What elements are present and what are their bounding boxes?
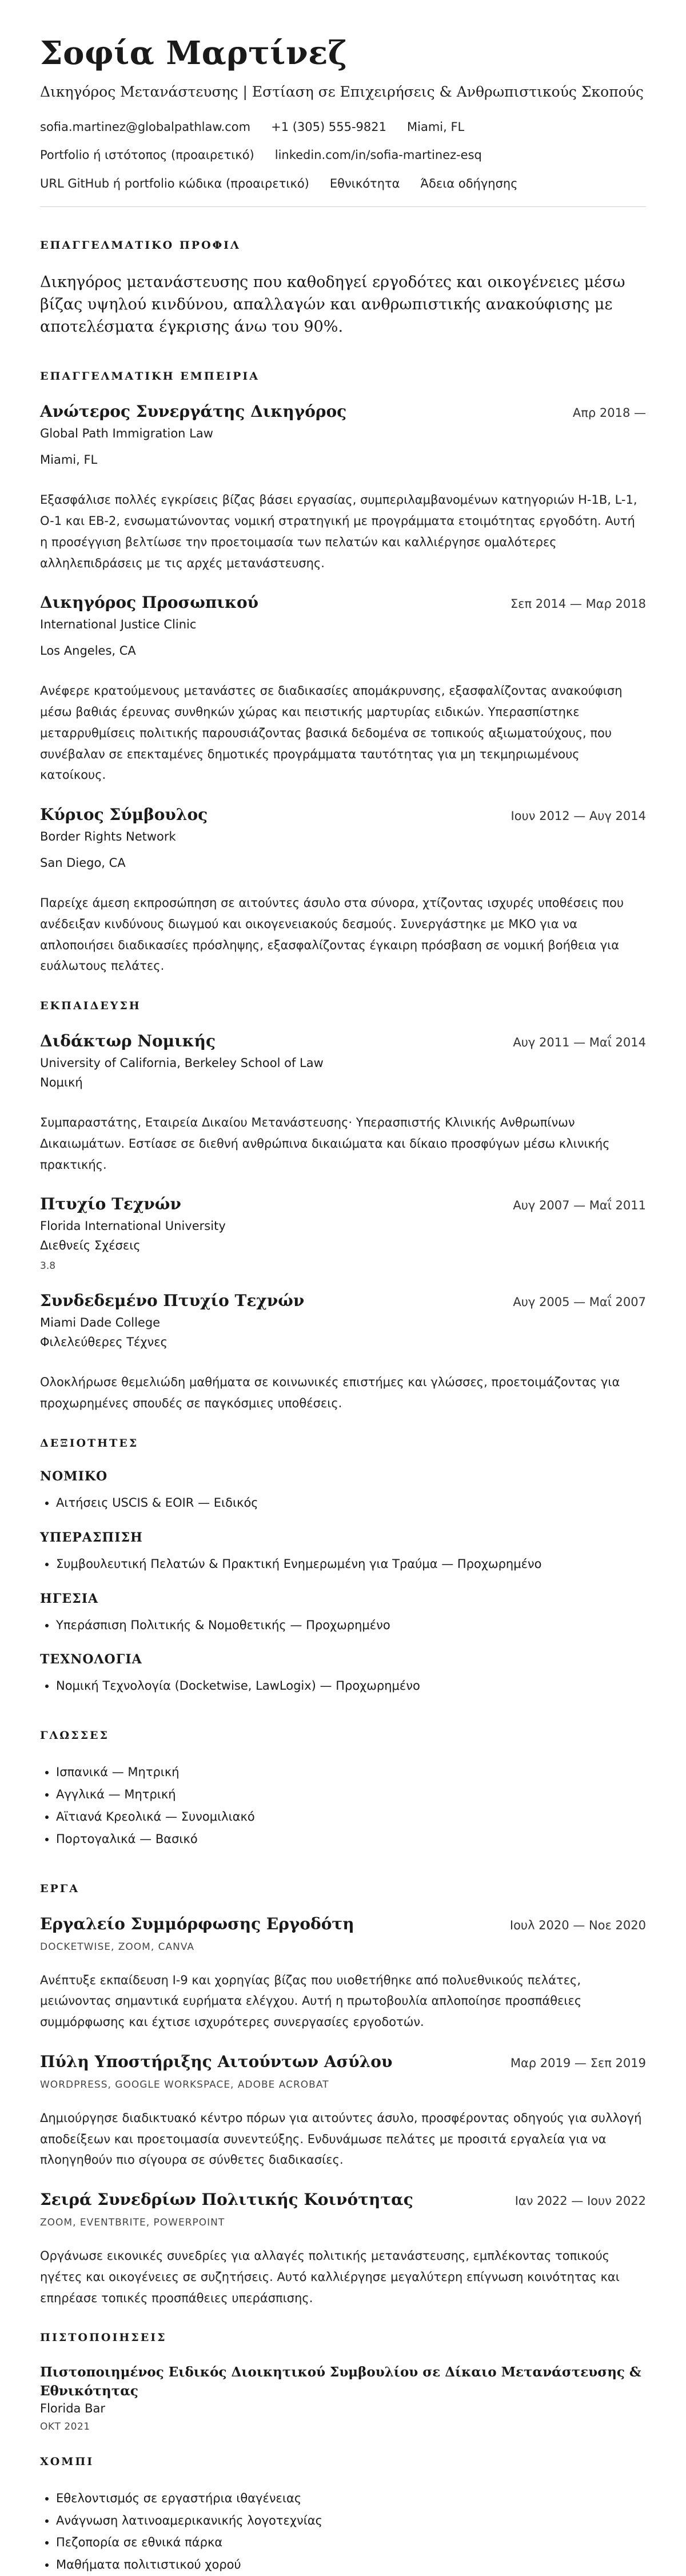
skill-item: • Συμβουλευτική Πελατών & Πρακτική Ενημερωμένη για Τραύμα — Προχωρημένο (56, 1553, 646, 1575)
experience-entry (40, 593, 646, 786)
school-name: University of California, Berkeley School of Law (40, 1056, 324, 1070)
contact-github[interactable]: URL GitHub ή portfolio κώδικα (προαιρετικό) (40, 176, 309, 190)
contact-portfolio[interactable]: Portfolio ή ιστότοπος (προαιρετικό) (40, 148, 254, 162)
project-tags: WORDPRESS, GOOGLE WORKSPACE, ADOBE ACROBAT (40, 2079, 329, 2091)
project-date: Ιουλ 2020 — Νοε 2020 (509, 1918, 646, 1932)
skill-item: • Νομική Τεχνολογία (Docketwise, LawLogix) — Προχωρημένο (56, 1675, 646, 1697)
skill-item: • Υπεράσπιση Πολιτικής & Νομοθετικής — Προχωρημένο (56, 1614, 646, 1637)
profile-section (40, 239, 646, 338)
contact-row-3 (40, 176, 646, 192)
degree-date: Αυγ 2011 — Μαΐ 2014 (513, 1036, 646, 1050)
degree-date: Αυγ 2007 — Μαΐ 2011 (513, 1199, 646, 1213)
education-title: ΕΚΠΑΙΔΕΥΣΗ (40, 1000, 141, 1013)
languages-section (40, 1729, 646, 1850)
project-date: Μαρ 2019 — Σεπ 2019 (510, 2056, 646, 2070)
degree-title: Πτυχίο Τεχνών (40, 1195, 181, 1214)
skill-group-title: ΝΟΜΙΚΟ (40, 1468, 108, 1484)
project-description: Οργάνωσε εικονικές συνεδρίες για αλλαγές πολιτικής μετανάστευσης, εμπλέκοντας τοπικούς ηγέτες και οικογένειες σε συζητήσεις. Αυτό καλλιέργησε μεγαλύτερη επίγνωση κοινότητας και επηρέασε τοπικές προσπάθειες υπεράσπισης. (40, 2249, 620, 2305)
profile-title: ΕΠΑΓΓΕΛΜΑΤΙΚΟ ΠΡΟΦΙΛ (40, 238, 241, 252)
languages-title: ΓΛΩΣΣΕΣ (40, 1729, 109, 1742)
job-description: Παρείχε άμεση εκπροσώπηση σε αιτούντες άσυλο στα σύνορα, χτίζοντας ισχυρές υποθέσεις που ανέδειξαν κινδύνους διωγμού και οικογενειακούς δεσμούς. Συνεργάστηκε με ΜΚΟ για να απλοποιήσει διαδικασίες πρόσληψης, εξασφαλίζοντας έγκαιρη πρόσβαση σε νομική βοήθεια για ευάλωτους πελάτες. (40, 896, 624, 973)
projects-section (40, 1882, 646, 2309)
project-name: Πύλη Υποστήριξης Αιτούντων Ασύλου (40, 2052, 393, 2071)
contact-row-2 (40, 148, 646, 163)
language-item: • Ισπανικά — Μητρική (56, 1761, 646, 1783)
job-description: Εξασφάλισε πολλές εγκρίσεις βίζας βάσει εργασίας, συμπεριλαμβανομένων κατηγοριών H-1B, L-1, O-1 και EB-2, ενσωματώνοντας νομική στρατηγική με προγράμματα ετοιμότητας εργοδότη. Αυτή η προσέγγιση βελτίωσε την προετοιμασία των πελατών και καλλιέργησε ομαλότερες αλληλεπιδράσεις με τις αρχές μετανάστευσης. (40, 493, 637, 570)
profile-summary: Δικηγόρος μετανάστευσης που καθοδηγεί εργοδότες και οικογένειες μέσω βίζας υψηλού κινδύνου, απαλλαγών και ανθρωπιστικής ανακούφισης με αποτελέσματα έγκρισης άνω του 90%. (40, 273, 625, 336)
hobby-item: • Πεζοπορία σε εθνικά πάρκα (56, 2531, 646, 2554)
skill-list (40, 1553, 646, 1575)
project-date: Ιαν 2022 — Ιουν 2022 (514, 2194, 646, 2208)
degree-date: Αυγ 2005 — Μαΐ 2007 (513, 1295, 646, 1309)
hobby-item: • Μαθήματα πολιτιστικού χορού (56, 2554, 646, 2576)
skill-list (40, 1614, 646, 1637)
skill-group-title: ΥΠΕΡΑΣΠΙΣΗ (40, 1530, 143, 1545)
hobby-list (40, 2487, 646, 2576)
degree-description: Ολοκλήρωσε θεμελιώδη μαθήματα σε κοινωνικές επιστήμες και γλώσσες, προετοιμάζοντας για προχωρημένες σπουδές σε παγκόσμιες υποθέσεις. (40, 1375, 620, 1411)
project-tags: DOCKETWISE, ZOOM, CANVA (40, 1941, 195, 1953)
skill-item: • Αιτήσεις USCIS & EOIR — Ειδικός (56, 1492, 646, 1514)
language-item: • Αϊτιανά Κρεολικά — Συνομιλιακό (56, 1806, 646, 1828)
job-company: Global Path Immigration Law (40, 427, 213, 441)
header-divider (40, 206, 646, 207)
contact-location: Miami, FL (407, 120, 465, 134)
degree-field: Διεθνείς Σχέσεις (40, 1239, 141, 1253)
experience-entry (40, 805, 646, 977)
job-location: San Diego, CA (40, 856, 126, 870)
project-entry (40, 1914, 646, 2033)
experience-title: ΕΠΑΓΓΕΛΜΑΤΙΚΗ ΕΜΠΕΙΡΙΑ (40, 370, 260, 383)
job-company: International Justice Clinic (40, 618, 197, 632)
language-item: • Πορτογαλικά — Βασικό (56, 1828, 646, 1850)
contact-license: Άδεια οδήγησης (420, 176, 518, 190)
contact-row-1 (40, 120, 646, 135)
hobbies-title: ΧΟΜΠΙ (40, 2455, 94, 2468)
hobby-item: • Εθελοντισμός σε εργαστήρια ιθαγένειας (56, 2487, 646, 2510)
skill-group-title: ΤΕΧΝΟΛΟΓΙΑ (40, 1652, 142, 1667)
skill-list (40, 1492, 646, 1514)
certifications-title: ΠΙΣΤΟΠΟΙΗΣΕΙΣ (40, 2331, 167, 2344)
skill-list (40, 1675, 646, 1697)
contact-linkedin[interactable]: linkedin.com/in/sofia-martinez-esq (274, 148, 482, 162)
contact-phone[interactable]: +1 (305) 555-9821 (271, 120, 386, 134)
job-title: Ανώτερος Συνεργάτης Δικηγόρος (40, 402, 347, 421)
degree-field: Φιλελεύθερες Τέχνες (40, 1335, 167, 1349)
degree-title: Διδάκτωρ Νομικής (40, 1032, 216, 1051)
job-title: Δικηγόρος Προσωπικού (40, 593, 259, 612)
hobbies-section (40, 2455, 646, 2576)
education-entry (40, 1291, 646, 1414)
contact-nationality: Εθνικότητα (329, 176, 400, 190)
education-section (40, 1000, 646, 1414)
project-entry (40, 2190, 646, 2308)
degree-field: Νομική (40, 1076, 83, 1090)
job-company: Border Rights Network (40, 830, 176, 844)
job-date: Απρ 2018 — (572, 406, 646, 420)
project-description: Ανέπτυξε εκπαίδευση I-9 και χορηγίας βίζας που υιοθετήθηκε από πολυεθνικούς πελάτες, μειώνοντας σημαντικά ευρήματα ελέγχου. Αυτή η πρωτοβουλία απλοποίησε προσπάθειες συμμόρφωσης και έχτισε ισχυρότερες συνεργασίες εργοδοτών. (40, 1973, 582, 2029)
job-description: Ανέφερε κρατούμενους μετανάστες σε διαδικασίες απομάκρυνσης, εξασφαλίζοντας ανακούφιση μέσω βαθιάς έρευνας συνθηκών χώρας και πειστικής μαρτυρίας ειδικών. Υπερασπίστηκε μεταρρυθμίσεις πολιτικής παρουσιάζοντας βασικά δεδομένα σε τοπικούς αξιωματούχους, που συνέβαλαν σε επεκταμένες δημοτικές προγράμματα ταυτότητας για μη τεκμηριωμένους κατοίκους. (40, 684, 623, 782)
candidate-headline: Δικηγόρος Μετανάστευσης | Εστίαση σε Επιχειρήσεις & Ανθρωπιστικούς Σκοπούς (40, 83, 644, 100)
job-location: Los Angeles, CA (40, 644, 136, 658)
education-entry (40, 1195, 646, 1272)
degree-gpa: 3.8 (40, 1260, 56, 1272)
language-list (40, 1761, 646, 1850)
job-location: Miami, FL (40, 453, 98, 467)
contact-email[interactable]: sofia.martinez@globalpathlaw.com (40, 120, 251, 134)
project-name: Σειρά Συνεδρίων Πολιτικής Κοινότητας (40, 2190, 413, 2209)
certifications-section (40, 2331, 646, 2432)
project-name: Εργαλείο Συμμόρφωσης Εργοδότη (40, 1914, 354, 1933)
language-item: • Αγγλικά — Μητρική (56, 1783, 646, 1806)
certification-entry (40, 2363, 646, 2432)
certification-date: ΟΚΤ 2021 (40, 2420, 90, 2432)
job-date: Ιουν 2012 — Αυγ 2014 (510, 809, 646, 823)
candidate-name: Σοφία Μαρτίνεζ (40, 34, 348, 72)
experience-section (40, 370, 646, 977)
certification-issuer: Florida Bar (40, 2401, 106, 2415)
job-date: Σεπ 2014 — Μαρ 2018 (510, 597, 646, 611)
project-tags: ZOOM, EVENTBRITE, POWERPOINT (40, 2217, 225, 2229)
education-entry (40, 1032, 646, 1175)
job-title: Κύριος Σύμβουλος (40, 805, 208, 825)
school-name: Florida International University (40, 1219, 226, 1233)
degree-title: Συνδεδεμένο Πτυχίο Τεχνών (40, 1291, 305, 1311)
degree-description: Συμπαραστάτης, Εταιρεία Δικαίου Μετανάστευσης· Υπερασπιστής Κλινικής Ανθρωπίνων Δικαιωμάτων. Εστίασε σε διεθνή ανθρώπινα δικαιώματα και δίκαιο προσφύγων μέσω κλινικής πρακτικής. (40, 1116, 610, 1172)
resume-header (40, 34, 646, 207)
skills-section (40, 1437, 646, 1697)
school-name: Miami Dade College (40, 1316, 161, 1330)
skills-title: ΔΕΞΙΟΤΗΤΕΣ (40, 1436, 139, 1450)
experience-entry (40, 402, 646, 574)
project-entry (40, 2052, 646, 2171)
projects-title: ΕΡΓΑ (40, 1882, 79, 1895)
project-description: Δημιούργησε διαδικτυακό κέντρο πόρων για αιτούντες άσυλο, προσφέροντας οδηγούς για συλλογή αποδείξεων και προετοιμασία συνεντεύξης. Ενδυνάμωσε πελάτες με προσιτά εργαλεία για να πλοηγηθούν πιο σίγουρα σε σύνθετες διαδικασίες. (40, 2111, 642, 2167)
skill-group-title: ΗΓΕΣΙΑ (40, 1591, 99, 1606)
hobby-item: • Ανάγνωση λατινοαμερικανικής λογοτεχνίας (56, 2510, 646, 2532)
certification-name: Πιστοποιημένος Ειδικός Διοικητικού Συμβουλίου σε Δίκαιο Μετανάστευσης & Εθνικότητας (40, 2364, 641, 2399)
